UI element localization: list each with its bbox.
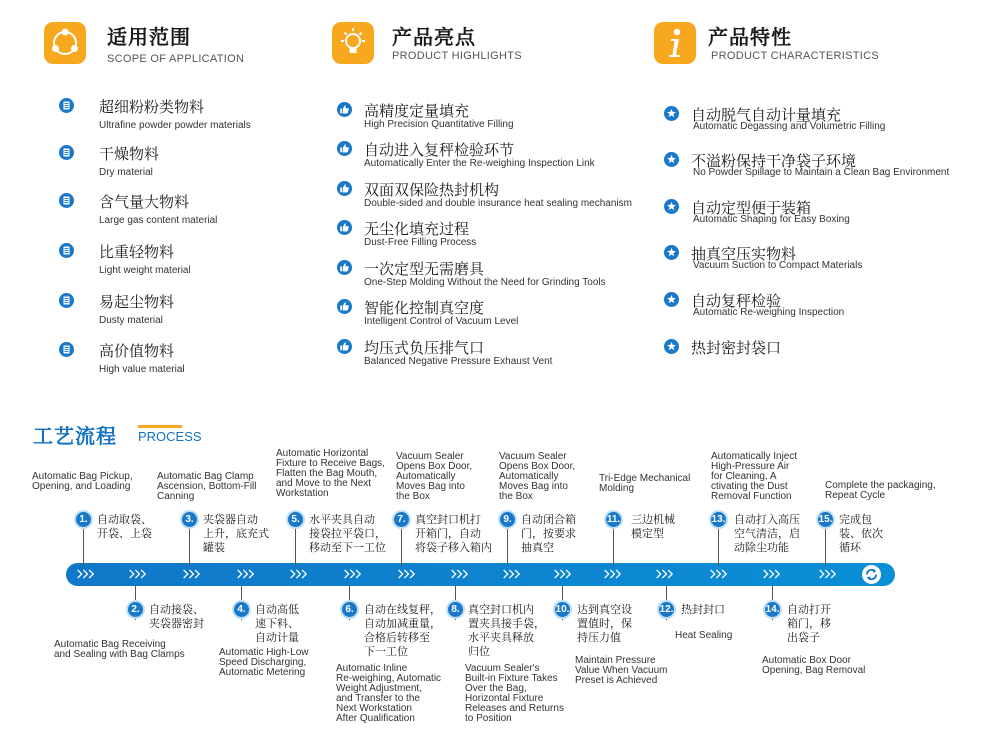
lightbulb-icon [332,22,374,64]
step-label-en-line: Weight Adjustment, [336,683,422,694]
step-label-en-line: Fixture to Receive Bags, [276,458,385,469]
characteristics-title: 产品特性 [708,25,792,49]
step-label-en-line: Removal Function [711,491,792,502]
item-label-cn: 高价值物料 [99,342,175,360]
step-label-cn-line: 持压力值 [577,631,621,644]
step-label-cn-line: 自动打开 [787,603,831,616]
step-label-en-line: Automatic Box Door [762,655,851,666]
step-label-cn-line: 动除尘功能 [734,541,789,554]
step-label-en-line: Releases and Returns [465,703,564,714]
item-label-en: No Powder Spillage to Maintain a Clean Bag Environment [693,167,950,178]
step-label-cn-line: 出袋子 [787,631,820,644]
chevron-right-icon [76,566,94,582]
step-label-en-line: Vacuum Sealer's [465,663,540,674]
step-label-cn [631,513,675,541]
step-label-en-line: Value When Vacuum [575,665,668,676]
step-label-cn [255,603,299,645]
process-title-underline [138,425,182,428]
step-label-cn-line: 置夹具接手袋， [468,617,545,630]
document-icon [59,243,74,258]
step-label-en-line: Horizontal Fixture [465,693,544,704]
step-label-en-line: Opens Box Door, [396,461,473,472]
step-label-en-line: and Sealing with Bag Clamps [54,649,185,660]
step-label-cn-line: 自动加减重量， [364,617,441,630]
step-label-en [675,631,732,641]
step-label-cn-line: 开袋、上袋 [97,527,152,540]
item-label-en: Vacuum Suction to Compact Materials [693,260,863,271]
step-number-badge: 7. [392,510,411,529]
step-label-en [499,452,575,502]
process-title: 工艺流程 [33,424,117,448]
step-label-cn-line: 上升，底充式 [203,527,269,540]
step-number-badge: 8. [446,600,465,619]
step-label-en [711,452,797,502]
item-label-cn: 超细粉粉类物料 [99,98,205,116]
document-icon [59,193,74,208]
star-icon [664,199,679,214]
step-label-cn [577,603,632,645]
step-label-en-line: the Box [396,491,430,502]
step-number-badge: 14. [763,600,782,619]
thumbs-up-icon [337,181,352,196]
item-label-cn: 含气量大物料 [99,193,190,211]
step-number-badge: 13. [709,510,728,529]
highlights-title: 产品亮点 [392,25,476,49]
step-label-en-line: Automatic Horizontal [276,448,369,459]
document-icon [59,98,74,113]
item-label-en: Balanced Negative Pressure Exhaust Vent [364,356,553,367]
item-label-en: Automatic Degassing and Volumetric Filling [693,121,886,132]
step-label-en-line: and Transfer to the [336,693,420,704]
step-label-cn-line: 循环 [839,541,861,554]
step-label-cn [787,603,831,645]
step-label-en-line: the Box [499,491,533,502]
step-label-cn [309,513,386,555]
step-label-en-line: Flatten the Bag Mouth, [276,468,378,479]
step-label-en-line: Heat Sealing [675,630,733,641]
item-label-en: Ultrafine powder powder materials [99,120,251,131]
step-label-en-line: Tri-Edge Mechanical [599,473,691,484]
step-label-en-line: Preset is Achieved [575,675,658,686]
step-label-cn [149,603,204,631]
step-label-en [276,449,385,499]
step-label-cn-line: 下一工位 [364,645,408,658]
thumbs-up-icon [337,141,352,156]
step-label-en-line: Automatic Bag Receiving [54,639,166,650]
step-label-cn-line: 夹袋器自动 [203,513,258,526]
characteristics-subtitle: PRODUCT CHARACTERISTICS [711,50,880,62]
star-icon [664,245,679,260]
step-label-cn-line: 接袋拉平袋口， [309,527,386,540]
step-label-cn-line: 速下料、 [255,617,299,630]
step-label-cn-line: 空气清洁，启 [734,527,800,540]
step-number-badge: 2. [126,600,145,619]
item-label-cn: 双面双保险热封机构 [364,181,500,199]
step-label-cn [203,513,269,555]
step-label-en [219,648,308,678]
step-label-cn-line: 自动高低 [255,603,299,616]
step-label-en-line: and Move to the Next [276,478,372,489]
item-label-cn: 自动定型便于装箱 [691,199,812,217]
step-label-en-line: Repeat Cycle [825,490,886,501]
item-label-cn: 不溢粉保持干净袋子环境 [691,152,857,170]
step-number-badge: 4. [232,600,251,619]
item-label-en: Intelligent Control of Vacuum Level [364,316,519,327]
step-label-en-line: Automatically [499,471,559,482]
share-icon [44,22,86,64]
step-label-en-line: Moves Bag into [499,481,568,492]
step-label-cn-line: 自动计量 [255,631,299,644]
step-label-en-line: Molding [599,483,635,494]
thumbs-up-icon [337,220,352,235]
chevron-right-icon [236,566,254,582]
step-label-en-line: ctivating the Dust [711,481,788,492]
step-number-badge: 10. [553,600,572,619]
chevron-right-icon [397,566,415,582]
step-number-badge: 12. [657,600,676,619]
item-label-cn: 一次定型无需磨具 [364,260,485,278]
cycle-icon [862,565,881,584]
step-label-en-line: Opening, and Loading [32,481,131,492]
process-subtitle: PROCESS [138,429,202,444]
chevron-right-icon [128,566,146,582]
chevron-right-icon [655,566,673,582]
step-label-en [599,474,690,494]
step-number-badge: 1. [74,510,93,529]
step-label-cn [364,603,441,659]
step-label-cn [681,603,725,617]
step-label-en-line: Re-weighing, Automatic [336,673,442,684]
step-label-cn-line: 达到真空设 [577,603,632,616]
star-icon [664,292,679,307]
step-label-cn-line: 自动打入高压 [734,513,800,526]
step-label-cn-line: 归位 [468,645,490,658]
item-label-en: Light weight material [99,265,191,276]
step-label-en-line: Next Workstation [336,703,412,714]
step-label-cn-line: 将袋子移入箱内 [415,541,492,554]
step-label-en [825,481,936,501]
step-label-en [575,656,667,686]
chevron-right-icon [182,566,200,582]
step-label-cn-line: 真空封口机内 [468,603,534,616]
step-label-en [54,640,185,660]
step-label-cn-line: 模定型 [631,527,664,540]
step-label-en [396,452,472,502]
step-label-cn-line: 装、依次 [839,527,883,540]
item-label-cn: 比重轻物料 [99,243,175,261]
step-label-cn [521,513,576,555]
item-label-cn: 均压式负压排气口 [364,339,485,357]
step-label-en-line: Automatic Bag Clamp [157,471,254,482]
thumbs-up-icon [337,299,352,314]
step-label-cn [415,513,492,555]
step-label-cn-line: 箱门，移 [787,617,831,630]
step-label-cn-line: 移动至下一工位 [309,541,386,554]
step-label-en-line: Automatic Inline [336,663,408,674]
step-label-cn-line: 开箱门，自动 [415,527,481,540]
item-label-cn: 高精度定量填充 [364,102,470,120]
item-label-cn: 抽真空压实物料 [691,245,797,263]
chevron-right-icon [603,566,621,582]
chevron-right-icon [709,566,727,582]
chevron-right-icon [450,566,468,582]
item-label-en: High Precision Quantitative Filling [364,119,514,130]
step-label-cn-line: 水平夹具自动 [309,513,375,526]
step-label-cn-line: 自动在线复秤， [364,603,441,616]
step-label-cn-line: 置值时，保 [577,617,632,630]
step-label-en-line: Complete the packaging, [825,480,936,491]
step-label-en-line: Workstation [276,488,329,499]
step-number-badge: 3. [180,510,199,529]
star-icon [664,339,679,354]
step-label-cn [97,513,152,541]
item-label-en: Automatically Enter the Re-weighing Inspection Link [364,158,595,169]
step-label-en-line: Opens Box Door, [499,461,576,472]
step-label-en-line: Automatically Inject [711,451,798,462]
item-label-cn: 智能化控制真空度 [364,299,485,317]
highlights-subtitle: PRODUCT HIGHLIGHTS [392,50,522,62]
step-label-cn-line: 夹袋器密封 [149,617,204,630]
step-label-cn-line: 完成包 [839,513,872,526]
step-label-en-line: Automatic Bag Pickup, [32,471,133,482]
step-label-cn-line: 合格后转移至 [364,631,430,644]
item-label-en: Dust-Free Filling Process [364,237,477,248]
step-label-en-line: Ascension, Bottom-Fill [157,481,257,492]
step-label-en-line: Canning [157,491,195,502]
step-label-en-line: High-Pressure Air [711,461,790,472]
step-label-cn [734,513,800,555]
step-number-badge: 5. [286,510,305,529]
step-label-en-line: Speed Discharging, [219,657,307,668]
step-label-en-line: Maintain Pressure [575,655,656,666]
item-label-cn: 自动进入复秤检验环节 [364,141,515,159]
item-label-cn: 自动复秤检验 [691,292,782,310]
step-number-badge: 15. [816,510,835,529]
step-label-en [157,472,256,502]
chevron-right-icon [343,566,361,582]
thumbs-up-icon [337,260,352,275]
thumbs-up-icon [337,339,352,354]
item-label-en: Dry material [99,167,153,178]
step-label-cn-line: 罐装 [203,541,225,554]
chevron-right-icon [553,566,571,582]
item-label-en: Dusty material [99,315,163,326]
step-label-en-line: Automatic Metering [219,667,306,678]
chevron-right-icon [502,566,520,582]
thumbs-up-icon [337,102,352,117]
step-label-cn-line: 门，按要求 [521,527,576,540]
chevron-right-icon [289,566,307,582]
step-label-cn-line: 真空封口机打 [415,513,481,526]
step-number-badge: 6. [340,600,359,619]
step-label-en-line: to Position [465,713,512,724]
step-label-en [762,656,865,676]
step-label-cn-line: 三边机械 [631,513,675,526]
item-label-en: Large gas content material [99,215,218,226]
info-icon [654,22,696,64]
step-label-en [32,472,133,492]
step-label-en-line: Automatic High-Low [219,647,309,658]
item-label-cn: 热封密封袋口 [691,339,782,357]
step-label-cn [468,603,545,659]
item-label-cn: 无尘化填充过程 [364,220,470,238]
step-label-en-line: Automatically [396,471,456,482]
chevron-right-icon [818,566,836,582]
step-label-en-line: Built-in Fixture Takes [465,673,558,684]
step-label-cn-line: 抽真空 [521,541,554,554]
scope-subtitle: SCOPE OF APPLICATION [107,53,245,65]
step-label-en-line: Vacuum Sealer [396,451,464,462]
step-label-en [465,664,564,724]
step-label-en [336,664,441,724]
item-label-cn: 易起尘物料 [99,293,175,311]
step-label-en-line: Vacuum Sealer [499,451,567,462]
step-number-badge: 11. [604,510,623,529]
step-label-cn-line: 热封封口 [681,603,725,616]
document-icon [59,145,74,160]
item-label-en: One-Step Molding Without the Need for Grinding Tools [364,277,606,288]
step-number-badge: 9. [498,510,517,529]
star-icon [664,152,679,167]
item-label-en: Automatic Shaping for Easy Boxing [693,214,850,225]
item-label-en: Automatic Re-weighing Inspection [693,307,845,318]
document-icon [59,293,74,308]
step-label-en-line: Opening, Bag Removal [762,665,866,676]
document-icon [59,342,74,357]
item-label-en: Double-sided and double insurance heat sealing mechanism [364,198,632,209]
chevron-right-icon [762,566,780,582]
item-label-cn: 自动脱气自动计量填充 [691,106,842,124]
step-label-en-line: After Qualification [336,713,415,724]
star-icon [664,106,679,121]
step-label-cn-line: 自动取袋、 [97,513,152,526]
step-label-cn [839,513,883,555]
item-label-cn: 干燥物料 [99,145,160,163]
step-label-en-line: Moves Bag into [396,481,465,492]
item-label-en: High value material [99,364,185,375]
step-label-en-line: for Cleaning, A [711,471,777,482]
step-label-en-line: Over the Bag, [465,683,527,694]
step-label-cn-line: 自动接袋、 [149,603,204,616]
step-label-cn-line: 自动闭合箱 [521,513,576,526]
step-label-cn-line: 水平夹具释放 [468,631,534,644]
scope-title: 适用范围 [107,25,191,49]
